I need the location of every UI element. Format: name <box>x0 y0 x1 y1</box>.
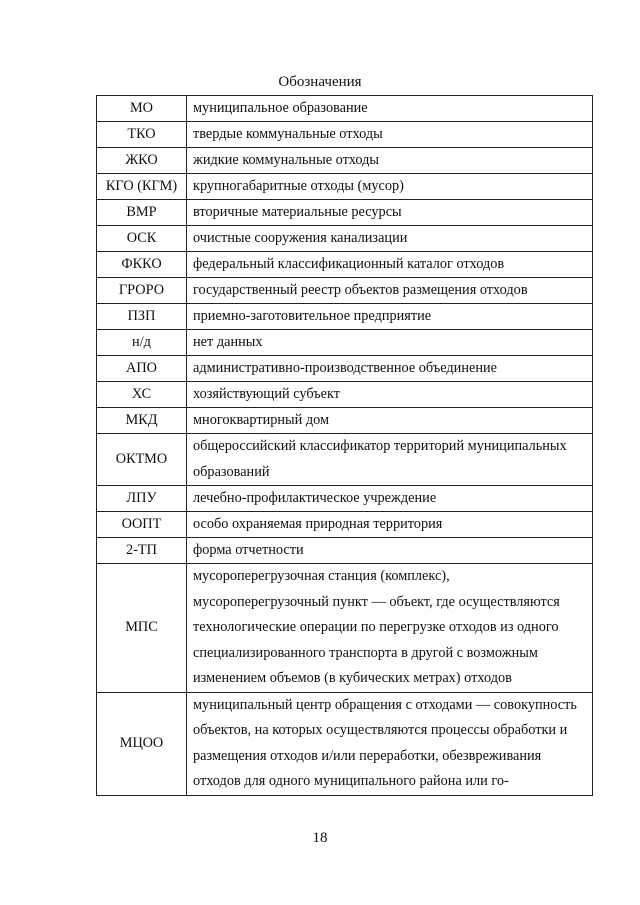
table-row <box>97 486 593 512</box>
table-row <box>97 356 593 382</box>
table-row <box>97 692 593 795</box>
definition-cell: муниципальный центр обращения с отходами — совокупность объектов, на которых осуществляются процессы обработки и размещения отходов и/или переработки, обезвреживания отходов для одного муниципального района или го- <box>187 692 593 795</box>
abbr-cell: ОКТМО <box>97 434 187 486</box>
table-row <box>97 174 593 200</box>
definition-cell: лечебно-профилактическое учреждение <box>187 486 593 512</box>
definition-cell: многоквартирный дом <box>187 408 593 434</box>
definition-cell: приемно-заготовительное предприятие <box>187 304 593 330</box>
page-number: 18 <box>312 830 328 846</box>
table-row <box>97 512 593 538</box>
definition-cell: административно-производственное объединение <box>187 356 593 382</box>
abbreviations-table <box>96 95 593 796</box>
table-row <box>97 96 593 122</box>
table-row <box>97 434 593 486</box>
table-row <box>97 408 593 434</box>
abbr-cell: н/д <box>97 330 187 356</box>
definition-cell: жидкие коммунальные отходы <box>187 148 593 174</box>
abbr-cell: ФККО <box>97 252 187 278</box>
table-row <box>97 278 593 304</box>
table-row <box>97 564 593 693</box>
abbr-cell: ООПТ <box>97 512 187 538</box>
definition-cell: крупногабаритные отходы (мусор) <box>187 174 593 200</box>
definition-cell: вторичные материальные ресурсы <box>187 200 593 226</box>
definition-cell: муниципальное образование <box>187 96 593 122</box>
table-row <box>97 304 593 330</box>
definition-cell: особо охраняемая природная территория <box>187 512 593 538</box>
abbr-cell: МО <box>97 96 187 122</box>
abbr-cell: ХС <box>97 382 187 408</box>
abbr-cell: ПЗП <box>97 304 187 330</box>
abbr-cell: КГО (КГМ) <box>97 174 187 200</box>
table-row <box>97 538 593 564</box>
abbr-cell: МПС <box>97 564 187 693</box>
definition-cell: хозяйствующий субъект <box>187 382 593 408</box>
table-row <box>97 200 593 226</box>
definition-cell: нет данных <box>187 330 593 356</box>
definition-cell: государственный реестр объектов размещения отходов <box>187 278 593 304</box>
abbr-cell: ВМР <box>97 200 187 226</box>
abbr-cell: ЛПУ <box>97 486 187 512</box>
table-row <box>97 122 593 148</box>
table-row <box>97 330 593 356</box>
definition-cell: федеральный классификационный каталог отходов <box>187 252 593 278</box>
definition-cell: форма отчетности <box>187 538 593 564</box>
table-row <box>97 148 593 174</box>
abbr-cell: МКД <box>97 408 187 434</box>
table-row <box>97 382 593 408</box>
abbr-cell: 2-ТП <box>97 538 187 564</box>
definition-cell: мусороперегрузочная станция (комплекс), мусороперегрузочный пункт — объект, где осуществляются технологические операции по перегрузке отходов из одного специализированного транспорта в другой с возможным изменением объемов (в кубических метрах) отходов <box>187 564 593 693</box>
definition-cell: общероссийский классификатор территорий муниципальных образований <box>187 434 593 486</box>
page-title: Обозначения <box>278 74 362 90</box>
abbr-cell: ЖКО <box>97 148 187 174</box>
table-row <box>97 226 593 252</box>
abbr-cell: ОСК <box>97 226 187 252</box>
abbr-cell: ГРОРО <box>97 278 187 304</box>
abbr-cell: ТКО <box>97 122 187 148</box>
abbr-cell: МЦОО <box>97 692 187 795</box>
definition-cell: очистные сооружения канализации <box>187 226 593 252</box>
table-row <box>97 252 593 278</box>
abbr-cell: АПО <box>97 356 187 382</box>
definition-cell: твердые коммунальные отходы <box>187 122 593 148</box>
